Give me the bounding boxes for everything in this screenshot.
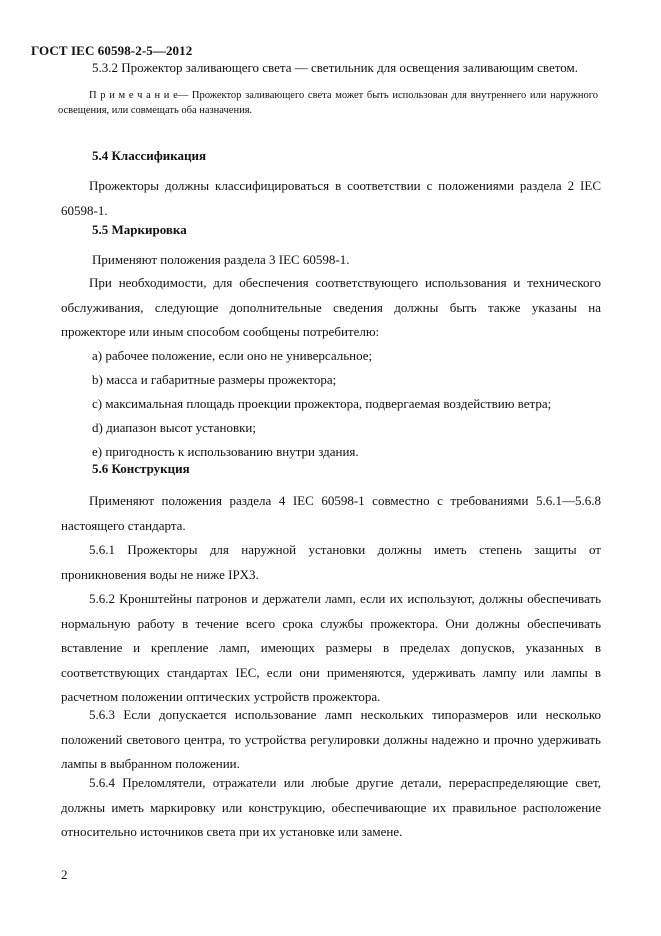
document-header: ГОСТ IEC 60598-2-5—2012 bbox=[31, 43, 193, 58]
paragraph-5-4: Прожекторы должны классифицироваться в соответствии с положениями раздела 2 IEC 60598-1. bbox=[61, 178, 601, 218]
heading-5-4: 5.4 Классификация bbox=[92, 148, 207, 163]
page-number: 2 bbox=[61, 867, 68, 882]
heading-5-5: 5.5 Маркировка bbox=[92, 222, 187, 237]
list-item-d: d) диапазон высот установки; bbox=[92, 420, 257, 435]
paragraph-5-6-3: 5.6.3 Если допускается использование ламп нескольких типоразмеров или несколько положений светового центра, то устройства регулировки должны надежно и прочно удерживать лампы в выбранном положении. bbox=[61, 707, 601, 771]
list-item-b: b) масса и габаритные размеры прожектора; bbox=[92, 372, 337, 387]
paragraph-5-5-2: При необходимости, для обеспечения соответствующего использования и технического обслуживания, следующие дополнительные сведения должны быть также указаны на прожекторе или иным способом сообщены потребителю: bbox=[61, 275, 601, 339]
paragraph-5-6-2: 5.6.2 Кронштейны патронов и держатели ламп, если их используют, должны обеспечивать нормальную работу в течение всего срока службы прожектора. Они должны обеспечивать вставление и крепление ламп, имеющих размеры в пределах допусков, указанных в соответствующих стандартах IEC, если они применяются, удерживать лампу или лампы в расчетном положении оптических устройств прожектора. bbox=[61, 591, 601, 704]
heading-5-6: 5.6 Конструкция bbox=[92, 461, 190, 476]
paragraph-5-6: Применяют положения раздела 4 IEC 60598-1 совместно с требованиями 5.6.1—5.6.8 настоящего стандарта. bbox=[61, 493, 601, 533]
list-item-c: c) максимальная площадь проекции прожектора, подвергаемая воздействию ветра; bbox=[92, 396, 552, 411]
list-item-e: e) пригодность к использованию внутри здания. bbox=[92, 444, 359, 459]
note-paragraph: П р и м е ч а н и е— Прожектор заливающего света может быть использован для внутреннего или наружного освещения, или совмещать оба назначения. bbox=[58, 90, 598, 116]
paragraph-5-6-1: 5.6.1 Прожекторы для наружной установки должны иметь степень защиты от проникновения воды не ниже IPX3. bbox=[61, 542, 601, 582]
paragraph-5-3-2: 5.3.2 Прожектор заливающего света — светильник для освещения заливающим светом. bbox=[92, 60, 578, 75]
paragraph-5-6-4: 5.6.4 Преломлятели, отражатели или любые другие детали, перераспределяющие свет, должны иметь маркировку или конструкцию, обеспечивающие их правильное расположение относительно источников света при их установке или замене. bbox=[61, 775, 601, 839]
list-item-a: a) рабочее положение, если оно не универсальное; bbox=[92, 348, 373, 363]
paragraph-5-5-1: Применяют положения раздела 3 IEC 60598-1. bbox=[92, 252, 350, 267]
